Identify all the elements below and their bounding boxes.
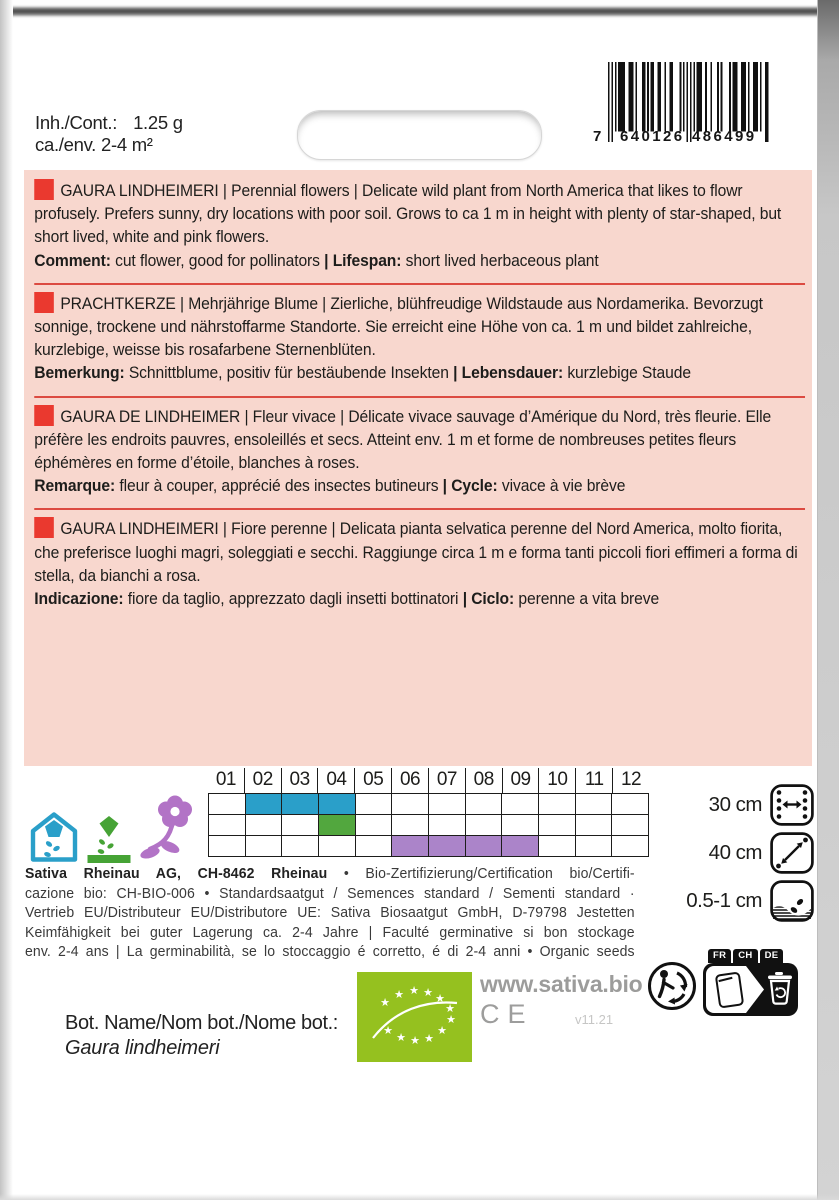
company-line1-rest: • Bio-Zertifizierung/Certification bio/Certifi- xyxy=(327,865,635,882)
calendar-cell xyxy=(501,794,538,814)
calendar-cell xyxy=(538,836,575,856)
row-spacing-measure xyxy=(634,783,814,827)
section-italian xyxy=(34,510,805,621)
note-label: Comment: xyxy=(34,250,111,270)
svg-text:★: ★ xyxy=(409,984,419,997)
calendar-cell xyxy=(209,794,245,814)
note-text: fleur à couper, apprécié des insectes butineurs xyxy=(115,476,443,496)
calendar-cell xyxy=(245,836,282,856)
calendar-cell xyxy=(318,815,355,835)
section-description xyxy=(34,179,805,249)
note-text: fiore da taglio, apprezzato dagli insetti bottinatori xyxy=(123,589,463,609)
tab-ch: CH xyxy=(733,949,757,963)
calendar-cell xyxy=(391,815,428,835)
content-label: Inh./Cont.: xyxy=(35,112,118,133)
cycle-label: | Ciclo: xyxy=(462,589,515,609)
triman-recycling-icon xyxy=(646,960,698,1012)
barcode-group2: 486499 xyxy=(692,128,757,145)
section-german xyxy=(34,285,805,398)
calendar-cell xyxy=(355,836,392,856)
company-line xyxy=(25,864,635,884)
company-name: Sativa Rheinau AG, CH-8462 Rheinau xyxy=(25,865,328,882)
calendar-cell xyxy=(501,836,538,856)
calendar-cell xyxy=(245,794,282,814)
sow-outdoors-icon xyxy=(86,813,132,863)
sowing-calendar xyxy=(208,768,649,857)
calendar-month-header: 11 xyxy=(575,768,612,793)
calendar-cell xyxy=(318,794,355,814)
calendar-month-header: 06 xyxy=(391,768,428,793)
country-tabs xyxy=(703,949,798,963)
barcode-group1: 640126 xyxy=(620,128,685,145)
row-spacing-label: 30 cm xyxy=(708,793,762,816)
svg-text:★: ★ xyxy=(423,986,433,999)
calendar-cell xyxy=(281,794,318,814)
plant-spacing-label: 40 cm xyxy=(708,841,762,864)
calendar-cell xyxy=(391,794,428,814)
barcode-lead-digit: 7 xyxy=(593,128,604,145)
cycle-label: | Cycle: xyxy=(442,476,498,496)
note-label: Remarque: xyxy=(34,476,116,496)
seed-sachet-icon xyxy=(715,971,744,1008)
calendar-cell xyxy=(501,815,538,835)
plant-spacing-icon xyxy=(770,832,814,874)
packet-bottom-edge-shadow xyxy=(0,1194,839,1200)
content-value: 1.25 g xyxy=(133,112,183,133)
note-label: Indicazione: xyxy=(34,589,124,609)
calendar-month-header: 07 xyxy=(428,768,465,793)
calendar-grid xyxy=(208,793,649,857)
cycle-text: kurzlebige Staude xyxy=(563,363,691,383)
flowering-icon xyxy=(137,794,193,864)
calendar-cell xyxy=(281,815,318,835)
red-square-bullet xyxy=(34,405,54,426)
section-french xyxy=(34,398,805,511)
company-line: Vertrieb EU/Distributeur EU/Distributore UE: Sativa Biosaatgut GmbH, D-79798 Jestetten xyxy=(25,904,635,922)
cycle-label: | Lebensdauer: xyxy=(453,363,564,383)
row-spacing-icon xyxy=(770,784,814,826)
svg-text:★: ★ xyxy=(396,1031,406,1044)
svg-text:★: ★ xyxy=(437,1024,447,1037)
botanical-name-label: Bot. Name/Nom bot./Nome bot.: xyxy=(65,1012,338,1034)
calendar-cell xyxy=(538,794,575,814)
section-description xyxy=(34,517,805,587)
cycle-text: perenne a vita breve xyxy=(514,589,660,609)
calendar-cell xyxy=(281,836,318,856)
tab-de: DE xyxy=(760,949,784,963)
hang-hole-slot xyxy=(297,110,542,160)
company-line: Keimfähigkeit bei guter Lagerung ca. 2-4 Jahre | Faculté germinative si bon stockage xyxy=(25,923,635,941)
section-english xyxy=(34,172,805,285)
calendar-cell xyxy=(209,836,245,856)
svg-text:★: ★ xyxy=(445,1002,455,1015)
note-text: cut flower, good for pollinators xyxy=(110,250,325,270)
calendar-cell xyxy=(575,815,612,835)
cycle-text: short lived herbaceous plant xyxy=(401,250,599,270)
calendar-cell xyxy=(465,815,502,835)
barcode-digits xyxy=(593,128,770,146)
calendar-cell xyxy=(465,836,502,856)
content-weight-line xyxy=(35,112,183,134)
calendar-cell xyxy=(391,836,428,856)
description-panel xyxy=(24,170,812,766)
version-number: v11.21 xyxy=(575,1012,614,1027)
calendar-row-sowing-under-glass xyxy=(209,794,648,814)
calendar-cell xyxy=(428,794,465,814)
calendar-cell xyxy=(355,794,392,814)
calendar-month-header-row xyxy=(208,768,649,793)
sowing-depth-measure xyxy=(634,879,814,923)
calendar-month-header: 08 xyxy=(465,768,502,793)
calendar-cell xyxy=(355,815,392,835)
section-title: GAURA DE LINDHEIMER | Fleur vivace | xyxy=(60,406,349,426)
calendar-cell xyxy=(575,794,612,814)
section-title: GAURA LINDHEIMERI | Fiore perenne | xyxy=(60,519,340,539)
section-body: Délicate vivace sauvage d’Amérique du Nord, très fleurie. Elle préfère les endroits pauvres, ensoleillés et secs. Atteint env. 1 m et forme de nombreuses petites fleurs éphémères en forme d’étoile, blanches à roses. xyxy=(34,406,772,473)
packaging-sorting-label xyxy=(703,949,798,1016)
section-title: PRACHTKERZE | Mehrjährige Blume | xyxy=(60,293,331,313)
calendar-cell xyxy=(209,815,245,835)
section-note xyxy=(34,587,805,610)
company-line: env. 2-4 ans | La germinabilità, se lo stoccaggio é corretto, é di 2-4 anni • Organic seeds xyxy=(25,943,635,961)
section-body: Zierliche, blühfreudige Wildstaude aus Nordamerika. Bevorzugt sonnige, trockene und nährstoffarme Standorte. Sie erreicht eine Höhe von ca. 1 m und bildet zahlreiche, kurzlebige, weisse bis rosafarbene Sternenblüten. xyxy=(34,293,763,360)
calendar-cell xyxy=(465,794,502,814)
calendar-month-header: 10 xyxy=(538,768,575,793)
eu-organic-leaf-icon xyxy=(357,972,472,1062)
calendar-row-flowering xyxy=(209,835,648,856)
packet-zone xyxy=(706,966,764,1013)
recycling-bin-icon xyxy=(765,970,795,1010)
area-label: ca./env. xyxy=(35,134,97,155)
calendar-row-sowing-outdoors xyxy=(209,814,648,835)
svg-text:★: ★ xyxy=(446,1013,456,1026)
sow-under-glass-icon xyxy=(30,811,78,863)
section-note xyxy=(34,249,805,272)
calendar-cell xyxy=(318,836,355,856)
calendar-month-header: 09 xyxy=(502,768,539,793)
section-description xyxy=(34,292,805,362)
plant-spacing-measure xyxy=(634,831,814,875)
section-body: Delicata pianta selvatica perenne del Nord America, molto fiorita, che preferisce luoghi magri, soleggiati e secchi. Raggiunge circa 1 m e forma tanti piccoli fiori effimeri a forma di stella, da bianchi a rosa. xyxy=(34,519,798,585)
eu-organic-logo xyxy=(357,972,472,1062)
packet-left-edge-shadow xyxy=(0,0,13,1200)
packet-right-edge-shadow xyxy=(817,0,839,1200)
cycle-text: vivace à vie brève xyxy=(497,476,626,496)
section-title: GAURA LINDHEIMERI | Perennial flowers | xyxy=(60,181,363,200)
section-body: Delicate wild plant from North America that likes to flowr profusely. Prefers sunny, dry locations with poor soil. Grows to ca 1 m in height with plenty of star-shaped, but short lived, white and pink flowers. xyxy=(34,181,782,247)
svg-text:★: ★ xyxy=(380,996,390,1009)
ean-barcode xyxy=(593,62,770,148)
red-square-bullet xyxy=(34,517,54,538)
section-note xyxy=(34,474,805,497)
note-label: Bemerkung: xyxy=(34,363,125,383)
coverage-area-line xyxy=(35,134,153,156)
sorting-label-body xyxy=(703,963,798,1016)
ce-mark: CE xyxy=(480,999,534,1029)
company-line: cazione bio: CH-BIO-006 • Standardsaatgut / Semences standard / Sementi standard · xyxy=(25,884,635,902)
description-panel-inner xyxy=(24,170,812,621)
section-description xyxy=(34,405,805,475)
calendar-cell xyxy=(538,815,575,835)
calendar-cell xyxy=(428,815,465,835)
svg-text:★: ★ xyxy=(394,988,404,1001)
red-square-bullet xyxy=(34,179,54,200)
area-value: 2-4 m² xyxy=(101,134,153,155)
calendar-cell xyxy=(575,836,612,856)
calendar-month-header: 01 xyxy=(215,769,236,790)
calendar-cell xyxy=(245,815,282,835)
calendar-cell xyxy=(428,836,465,856)
packet-top-edge-shadow xyxy=(0,7,839,16)
sowing-depth-icon xyxy=(770,880,814,922)
tab-fr: FR xyxy=(708,949,731,963)
calendar-month-header: 05 xyxy=(354,768,391,793)
section-note xyxy=(34,361,805,384)
sowing-depth-label: 0.5-1 cm xyxy=(686,889,762,912)
website-url: www.sativa.bio xyxy=(480,971,643,997)
calendar-month-header: 04 xyxy=(317,768,354,793)
svg-text:★: ★ xyxy=(383,1024,393,1037)
calendar-month-header: 02 xyxy=(244,768,281,793)
company-certification-block xyxy=(25,864,635,962)
botanical-name: Gaura lindheimeri xyxy=(65,1037,220,1059)
calendar-month-header: 12 xyxy=(612,768,649,793)
calendar-month-header: 03 xyxy=(281,768,318,793)
svg-text:★: ★ xyxy=(424,1032,434,1045)
cycle-label: | Lifespan: xyxy=(324,250,402,270)
svg-text:★: ★ xyxy=(435,992,445,1005)
svg-text:★: ★ xyxy=(410,1034,420,1047)
red-square-bullet xyxy=(34,292,54,313)
note-text: Schnittblume, positiv für bestäubende Insekten xyxy=(124,363,454,383)
